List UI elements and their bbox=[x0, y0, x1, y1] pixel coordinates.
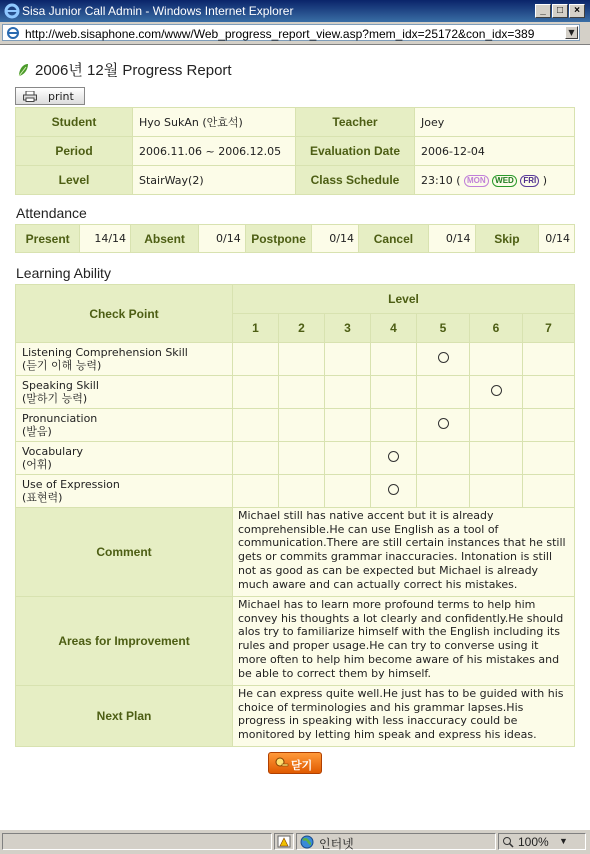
level-cell bbox=[371, 442, 417, 475]
level-col-7: 7 bbox=[523, 314, 575, 343]
level-cell bbox=[233, 475, 279, 508]
warning-icon bbox=[277, 835, 291, 848]
globe-icon bbox=[300, 835, 314, 849]
attendance-table bbox=[15, 224, 575, 253]
check-point-name: Speaking Skill bbox=[22, 379, 99, 392]
level-cell bbox=[470, 343, 523, 376]
level-cell bbox=[325, 376, 371, 409]
day-badge-fri: FRI bbox=[520, 175, 539, 187]
class-schedule-value bbox=[415, 166, 575, 195]
present-label: Present bbox=[16, 225, 80, 253]
comment-text: Michael still has native accent but it is already comprehensible.He can use English as a tool of communication.There are still certain instances that he still gets or commits grammar inaccuracies. Intonation is still not as good as can be expected but Michael is already much aware and can actually correct his mistakes. bbox=[233, 508, 575, 597]
postpone-label: Postpone bbox=[245, 225, 312, 253]
printer-icon bbox=[23, 91, 37, 102]
teacher-value: Joey bbox=[415, 108, 575, 137]
address-url: http://web.sisaphone.com/www/Web_progress_report_view.asp?mem_idx=25172&con_idx=389 bbox=[25, 27, 535, 41]
check-point-name: Vocabulary bbox=[22, 445, 83, 458]
ability-row bbox=[16, 442, 575, 475]
level-mark-icon bbox=[491, 385, 502, 396]
zone-pane bbox=[296, 833, 496, 850]
status-pane bbox=[2, 833, 272, 850]
level-mark-icon bbox=[388, 484, 399, 495]
security-pane bbox=[274, 833, 294, 850]
postpone-value: 0/14 bbox=[312, 225, 359, 253]
level-cell bbox=[325, 475, 371, 508]
improvement-label: Areas for Improvement bbox=[16, 597, 233, 686]
page-content bbox=[0, 45, 590, 828]
level-cell bbox=[233, 343, 279, 376]
level-cell bbox=[233, 376, 279, 409]
ability-row bbox=[16, 409, 575, 442]
ability-rows bbox=[16, 343, 575, 508]
level-col-3: 3 bbox=[325, 314, 371, 343]
address-dropdown-icon[interactable]: ▼ bbox=[565, 26, 578, 39]
check-point-name: Pronunciation bbox=[22, 412, 98, 425]
level-col-2: 2 bbox=[279, 314, 325, 343]
level-mark-icon bbox=[438, 352, 449, 363]
address-field[interactable] bbox=[2, 24, 580, 41]
zoom-icon bbox=[502, 836, 514, 848]
leaf-icon bbox=[17, 63, 29, 77]
print-label: print bbox=[48, 90, 74, 103]
page-title: 2006년 12월 Progress Report bbox=[35, 62, 232, 79]
check-point-name: Listening Comprehension Skill bbox=[22, 346, 188, 359]
absent-label: Absent bbox=[131, 225, 199, 253]
check-point-korean: (듣기 이해 능력) bbox=[22, 359, 102, 372]
skip-label: Skip bbox=[475, 225, 539, 253]
level-cell bbox=[233, 409, 279, 442]
present-value: 14/14 bbox=[80, 225, 131, 253]
level-cell bbox=[233, 442, 279, 475]
check-point-cell bbox=[16, 475, 233, 508]
zoom-control[interactable] bbox=[498, 833, 586, 850]
level-cell bbox=[417, 376, 470, 409]
day-badge-mon: MON bbox=[464, 175, 489, 187]
page-icon bbox=[6, 26, 20, 40]
schedule-time: 23:10 ( bbox=[421, 173, 461, 187]
zoom-level: 100% bbox=[518, 835, 549, 849]
day-badge-wed: WED bbox=[492, 175, 517, 187]
evaluation-date-label: Evaluation Date bbox=[296, 137, 415, 166]
absent-value: 0/14 bbox=[199, 225, 246, 253]
level-cell bbox=[523, 343, 575, 376]
comment-label: Comment bbox=[16, 508, 233, 597]
learning-ability-table bbox=[15, 284, 575, 747]
level-cell bbox=[279, 343, 325, 376]
level-cell bbox=[417, 475, 470, 508]
level-col-4: 4 bbox=[371, 314, 417, 343]
level-col-5: 5 bbox=[417, 314, 470, 343]
teacher-label: Teacher bbox=[296, 108, 415, 137]
level-cell bbox=[523, 475, 575, 508]
level-cell bbox=[523, 376, 575, 409]
level-cell bbox=[470, 442, 523, 475]
schedule-close-paren: ) bbox=[542, 173, 548, 187]
level-cell bbox=[325, 343, 371, 376]
check-point-cell bbox=[16, 409, 233, 442]
maximize-button[interactable]: □ bbox=[552, 4, 568, 18]
level-cell bbox=[279, 409, 325, 442]
level-cell bbox=[279, 475, 325, 508]
ie-logo-icon bbox=[4, 3, 20, 19]
student-info-table bbox=[15, 107, 575, 195]
level-cell bbox=[325, 442, 371, 475]
level-col-6: 6 bbox=[470, 314, 523, 343]
check-point-korean: (어휘) bbox=[22, 458, 52, 471]
check-point-korean: (표현력) bbox=[22, 491, 63, 504]
skip-value: 0/14 bbox=[539, 225, 575, 253]
address-bar bbox=[0, 22, 590, 45]
level-cell bbox=[470, 409, 523, 442]
close-window-button[interactable]: × bbox=[569, 4, 585, 18]
level-mark-icon bbox=[438, 418, 449, 429]
class-schedule-label: Class Schedule bbox=[296, 166, 415, 195]
status-bar bbox=[0, 829, 590, 854]
learning-ability-heading: Learning Ability bbox=[16, 265, 111, 281]
ability-row bbox=[16, 475, 575, 508]
student-value: Hyo SukAn (안효석) bbox=[133, 108, 296, 137]
window-title-bar bbox=[0, 0, 590, 22]
level-cell bbox=[417, 343, 470, 376]
level-cell bbox=[417, 409, 470, 442]
close-key-icon bbox=[275, 757, 289, 770]
level-cell bbox=[417, 442, 470, 475]
close-label: 닫기 bbox=[291, 759, 313, 772]
window-title: Sisa Junior Call Admin - Windows Internet Explorer bbox=[22, 4, 294, 18]
minimize-button[interactable]: _ bbox=[535, 4, 551, 18]
cancel-label: Cancel bbox=[358, 225, 428, 253]
level-cell bbox=[279, 442, 325, 475]
level-cell bbox=[371, 376, 417, 409]
cancel-value: 0/14 bbox=[428, 225, 475, 253]
level-cell bbox=[371, 409, 417, 442]
period-label: Period bbox=[16, 137, 133, 166]
next-plan-label: Next Plan bbox=[16, 686, 233, 747]
level-label: Level bbox=[16, 166, 133, 195]
next-plan-text: He can express quite well.He just has to be guided with his choice of terminologies and his grammar lapses.His progress in speaking with less inaccuracy could be monitored by letting him speak and express his ideas. bbox=[233, 686, 575, 747]
level-cell bbox=[279, 376, 325, 409]
check-point-cell bbox=[16, 343, 233, 376]
print-button[interactable] bbox=[15, 87, 85, 105]
check-point-cell bbox=[16, 442, 233, 475]
check-point-header: Check Point bbox=[16, 285, 233, 343]
attendance-heading: Attendance bbox=[16, 205, 87, 221]
period-value: 2006.11.06 ~ 2006.12.05 bbox=[133, 137, 296, 166]
level-cell bbox=[325, 409, 371, 442]
level-cell bbox=[523, 409, 575, 442]
student-label: Student bbox=[16, 108, 133, 137]
check-point-korean: (발음) bbox=[22, 425, 52, 438]
ability-row bbox=[16, 343, 575, 376]
level-cell bbox=[523, 442, 575, 475]
level-value: StairWay(2) bbox=[133, 166, 296, 195]
ability-row bbox=[16, 376, 575, 409]
level-header: Level bbox=[233, 285, 575, 314]
close-button[interactable] bbox=[268, 752, 322, 774]
level-cell bbox=[371, 475, 417, 508]
level-col-1: 1 bbox=[233, 314, 279, 343]
level-cell bbox=[470, 475, 523, 508]
level-cell bbox=[470, 376, 523, 409]
level-cell bbox=[371, 343, 417, 376]
evaluation-date-value: 2006-12-04 bbox=[415, 137, 575, 166]
zoom-dropdown-icon: ▼ bbox=[559, 836, 568, 846]
level-mark-icon bbox=[388, 451, 399, 462]
check-point-cell bbox=[16, 376, 233, 409]
check-point-korean: (말하기 능력) bbox=[22, 392, 88, 405]
zone-label: 인터넷 bbox=[319, 837, 354, 851]
check-point-name: Use of Expression bbox=[22, 478, 120, 491]
improvement-text: Michael has to learn more profound terms to help him convey his thoughts a lot clearly and confidently.He should alos try to familiarize himself with the English including its rules and proper usage.He can try to converse using it more often to help him become aware of his mistakes and be able to correct them by himself. bbox=[233, 597, 575, 686]
